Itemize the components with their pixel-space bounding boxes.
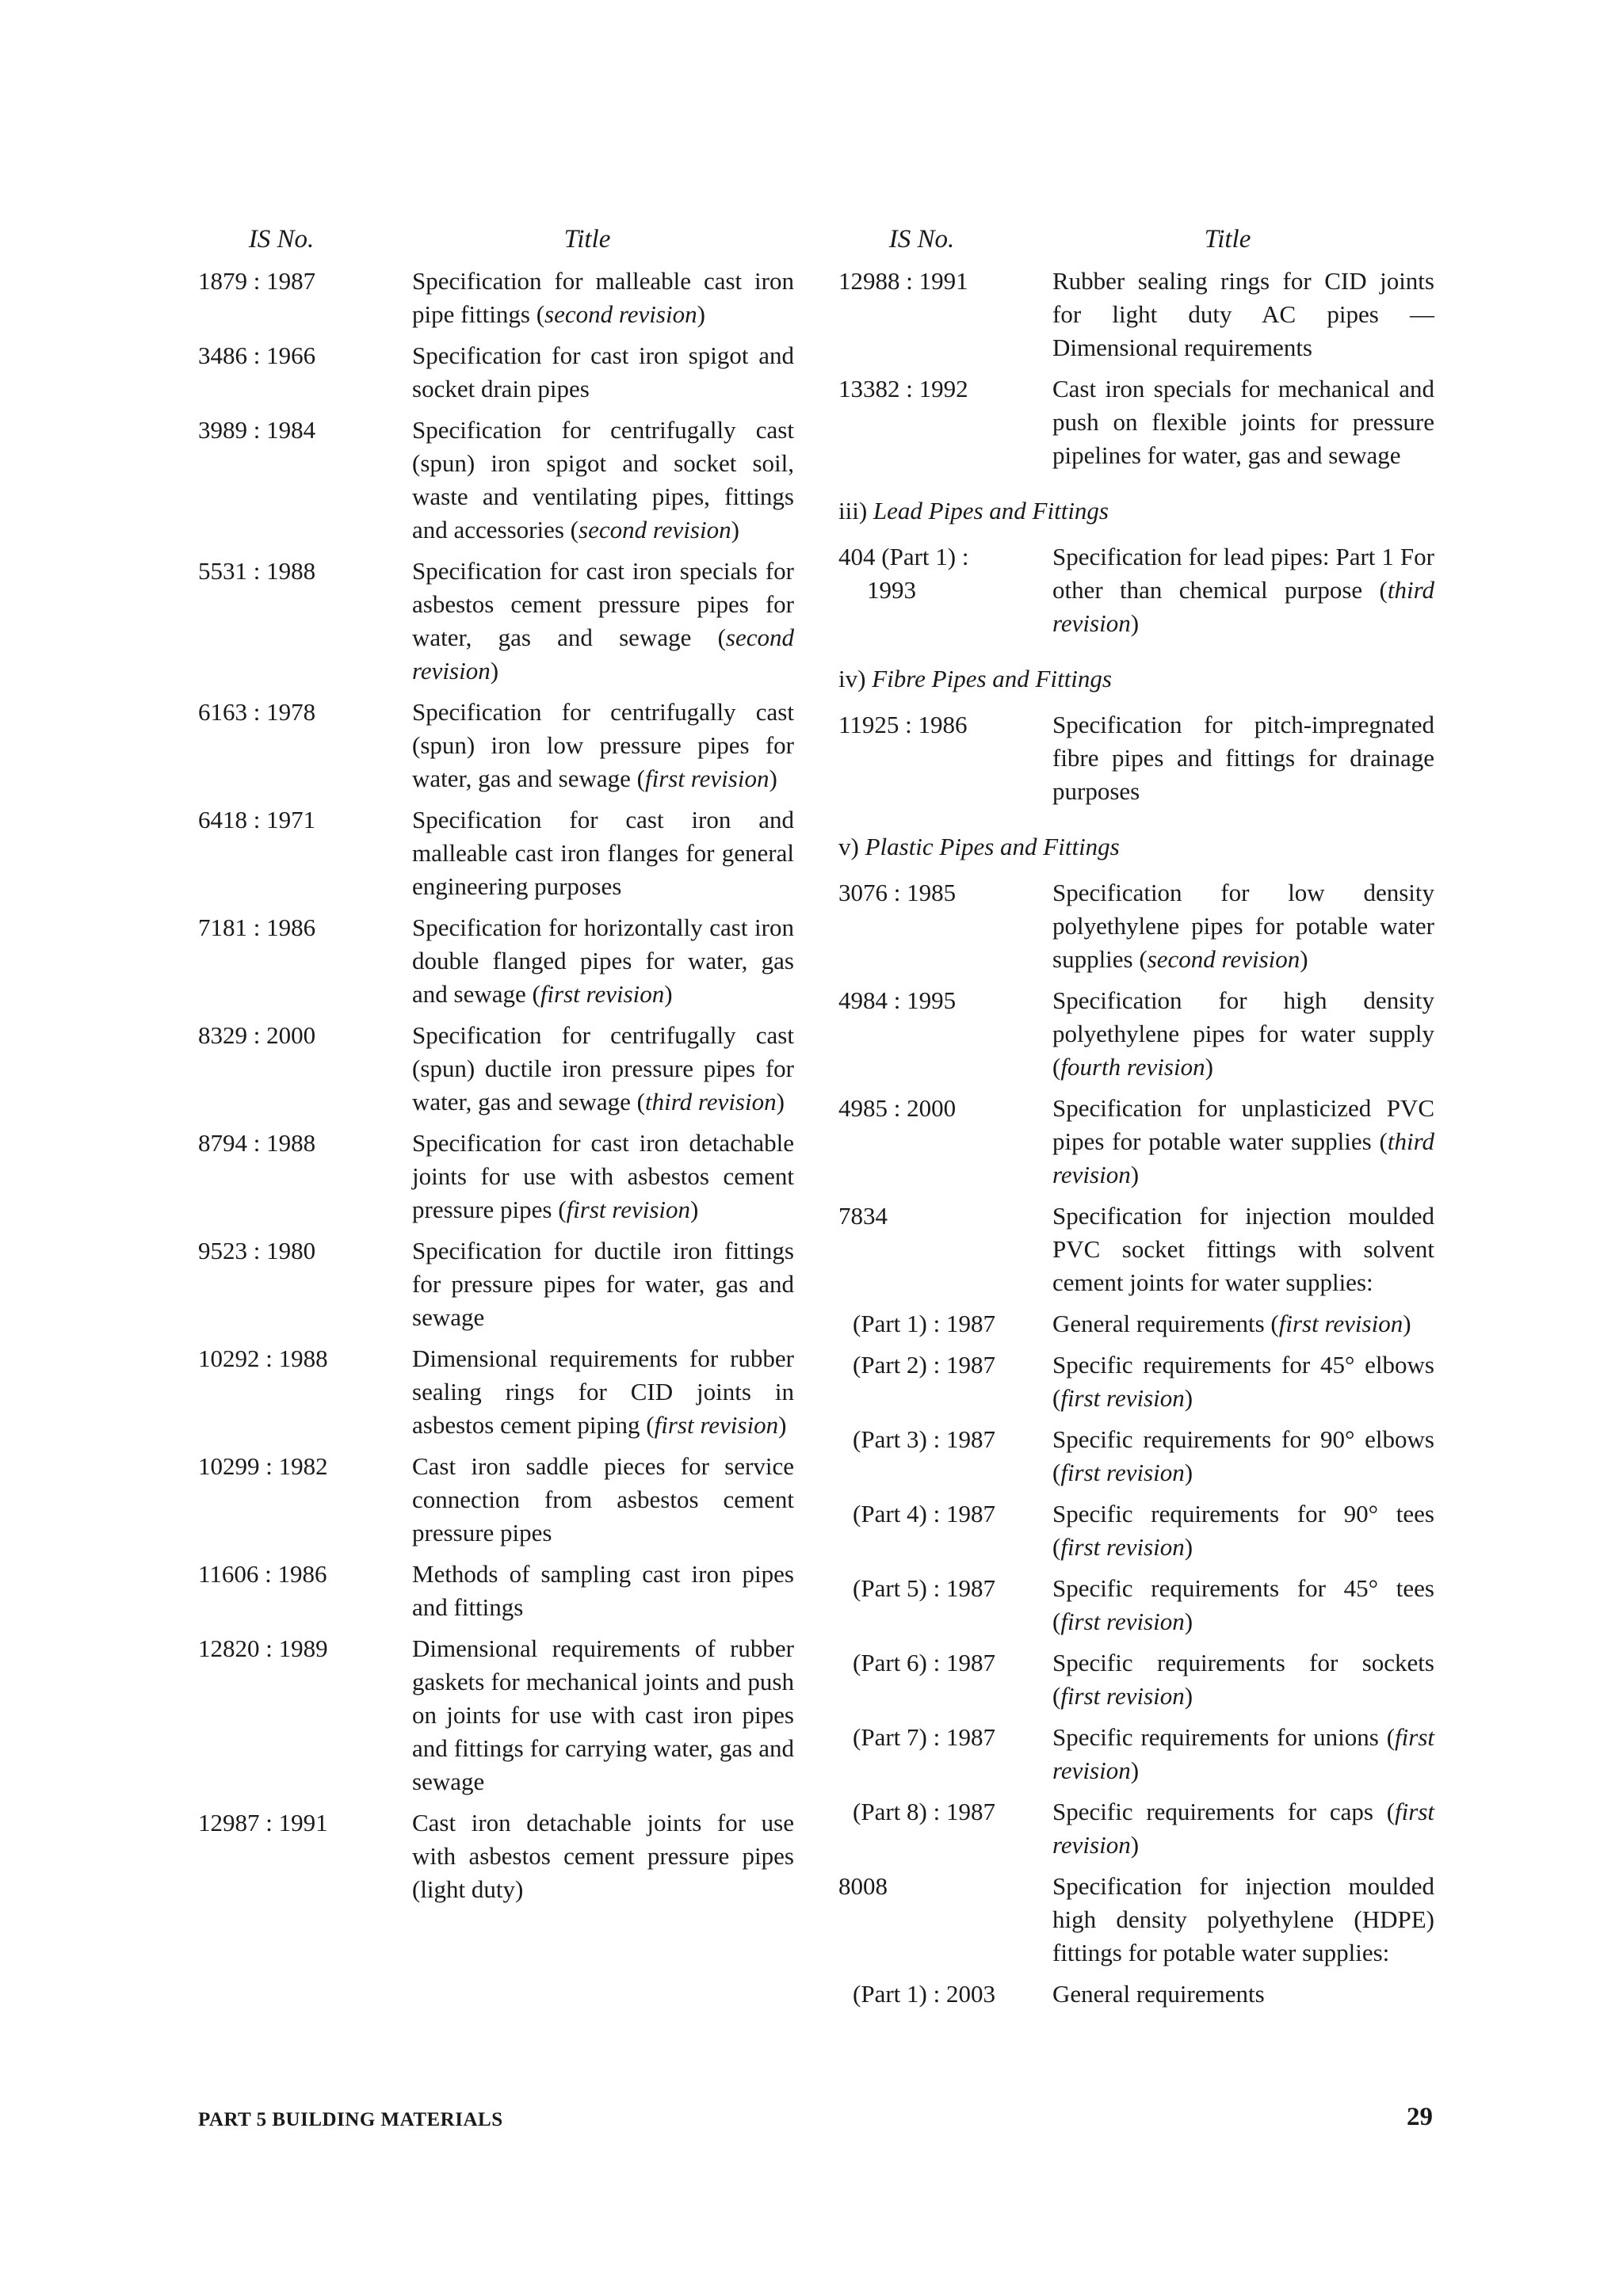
is-number-text: 3486 : 1966 <box>198 341 316 369</box>
revision-note: first revision <box>540 980 665 1008</box>
standard-title-text: Dimensional requirements of rubber gaskets for mechanical joints and push on joints for use with cast iron pipes and fittings for carrying water, gas and sewage <box>412 1634 794 1795</box>
standard-entry <box>838 1870 1434 1970</box>
revision-note: first revision <box>1060 1384 1185 1412</box>
standard-title-text: Specification for horizontally cast iron double flanged pipes for water, gas and sewage ( <box>412 913 794 1008</box>
closing-paren: ) <box>1130 609 1140 637</box>
standard-title <box>412 1450 794 1550</box>
is-number-text: 3989 : 1984 <box>198 416 316 444</box>
standard-entry <box>838 372 1434 472</box>
is-number <box>838 876 1052 976</box>
right-column <box>838 223 1434 2019</box>
is-number <box>198 339 412 406</box>
page-number: 29 <box>1407 2103 1433 2131</box>
is-number-text: (Part 8) : 1987 <box>853 1798 995 1825</box>
left-column-header <box>198 223 794 255</box>
footer-part-title: PART 5 BUILDING MATERIALS <box>198 2109 503 2130</box>
revision-note: fourth revision <box>1060 1053 1205 1081</box>
standard-entry <box>198 339 794 406</box>
closing-paren: ) <box>690 1196 699 1223</box>
standard-title-text: Specific requirements for caps ( <box>1052 1798 1396 1825</box>
standard-title <box>412 339 794 406</box>
right-entry-list-c <box>838 708 1434 808</box>
standard-title <box>1052 1870 1434 1970</box>
standard-title <box>412 1019 794 1119</box>
standard-entry <box>198 696 794 795</box>
closing-paren: ) <box>1184 1682 1193 1710</box>
is-number-text: 404 (Part 1) : <box>838 543 969 570</box>
standard-title-text: Specific requirements for 90° elbows ( <box>1052 1425 1434 1486</box>
revision-note: first revision <box>1060 1533 1185 1561</box>
is-number <box>838 1721 1052 1787</box>
standard-entry <box>838 1978 1434 2011</box>
is-number <box>198 1806 412 1906</box>
standard-entry <box>198 1342 794 1442</box>
is-number-text: 3076 : 1985 <box>838 879 957 906</box>
is-number <box>838 1423 1052 1489</box>
closing-paren: ) <box>778 1411 787 1439</box>
section-label: Fibre Pipes and Fittings <box>872 665 1112 692</box>
revision-note: first revision <box>1278 1310 1403 1337</box>
closing-paren: ) <box>490 657 499 685</box>
is-number-text: 5531 : 1988 <box>198 557 316 585</box>
is-number <box>838 265 1052 364</box>
standard-title-text: Cast iron specials for mechanical and push on flexible joints for pressure pipelines for water, gas and sewage <box>1052 375 1434 469</box>
is-number <box>838 1646 1052 1713</box>
standard-entry <box>198 414 794 547</box>
is-number <box>838 1572 1052 1638</box>
right-entry-list-b <box>838 540 1434 640</box>
closing-paren: ) <box>776 1088 785 1116</box>
is-number <box>838 984 1052 1084</box>
standard-title-text: Specification for low density polyethylene pipes for potable water supplies ( <box>1052 879 1434 973</box>
is-number <box>198 1342 412 1442</box>
revision-note: first revision <box>654 1411 779 1439</box>
closing-paren: ) <box>697 300 705 328</box>
closing-paren: ) <box>664 980 673 1008</box>
is-no-heading: IS No. <box>888 225 955 254</box>
standard-title-text: Specific requirements for sockets ( <box>1052 1649 1434 1710</box>
standard-title <box>412 1806 794 1906</box>
standard-title <box>412 1558 794 1624</box>
is-number <box>198 1019 412 1119</box>
closing-paren: ) <box>1184 1384 1193 1412</box>
standard-title-text: Specification for malleable cast iron pipe fittings ( <box>412 267 794 328</box>
standard-title <box>412 1234 794 1334</box>
is-number-text: 1879 : 1987 <box>198 267 316 295</box>
is-number <box>198 1558 412 1624</box>
standard-title-text: Cast iron detachable joints for use with asbestos cement pressure pipes (light duty) <box>412 1809 794 1903</box>
standard-title-text: Specific requirements for 45° elbows ( <box>1052 1351 1434 1412</box>
revision-note: second revision <box>544 300 697 328</box>
standard-title <box>412 911 794 1011</box>
standard-title-text: Specification for centrifugally cast (spun) iron spigot and socket soil, waste and ventilating pipes, fittings and accessories ( <box>412 416 794 543</box>
standard-entry <box>838 1307 1434 1341</box>
is-number <box>198 265 412 331</box>
standard-title-text: Specification for cast iron and malleable cast iron flanges for general engineering purposes <box>412 806 794 900</box>
is-number <box>198 803 412 903</box>
section-heading-lead-pipes <box>838 494 1434 528</box>
standard-title-text: Specific requirements for 90° tees ( <box>1052 1500 1434 1561</box>
standard-title <box>412 803 794 903</box>
standard-entry <box>838 540 1434 640</box>
is-number <box>838 1307 1052 1341</box>
is-number-text: 4984 : 1995 <box>838 986 957 1014</box>
standard-title-text: Specific requirements for unions ( <box>1052 1723 1396 1751</box>
is-number-text: 7834 <box>838 1202 888 1230</box>
standard-title-text: Specification for centrifugally cast (spun) iron low pressure pipes for water, gas and sewage ( <box>412 698 794 792</box>
standard-title-text: Cast iron saddle pieces for service connection from asbestos cement pressure pipes <box>412 1452 794 1547</box>
section-heading-plastic-pipes <box>838 830 1434 864</box>
standard-entry <box>198 911 794 1011</box>
standard-entry <box>838 876 1434 976</box>
standard-title-text: Specification for cast iron detachable joints for use with asbestos cement pressure pipes ( <box>412 1129 794 1223</box>
standard-entry <box>838 265 1434 364</box>
is-number-text: (Part 2) : 1987 <box>853 1351 995 1379</box>
revision-note: second revision <box>412 624 794 685</box>
standard-title-text: Specification for injection moulded PVC socket fittings with solvent cement joints for water supplies: <box>1052 1202 1434 1296</box>
standard-title <box>1052 1199 1434 1299</box>
revision-note: first revision <box>1060 1459 1185 1486</box>
standard-entry <box>198 1234 794 1334</box>
standard-title <box>1052 1795 1434 1862</box>
standard-title <box>1052 876 1434 976</box>
is-number-text: 11606 : 1986 <box>198 1560 327 1588</box>
standard-title <box>1052 1978 1434 2011</box>
standard-entry <box>838 1092 1434 1192</box>
is-number <box>838 1870 1052 1970</box>
is-number-text: 10292 : 1988 <box>198 1344 328 1372</box>
right-column-header <box>838 223 1434 255</box>
section-number: v) <box>838 833 859 860</box>
is-number <box>838 1497 1052 1564</box>
is-number <box>198 414 412 547</box>
standard-entry <box>838 1646 1434 1713</box>
standard-title <box>1052 1572 1434 1638</box>
is-number-text: 6163 : 1978 <box>198 698 316 726</box>
is-number-text: 12820 : 1989 <box>198 1634 328 1662</box>
is-number-text: 6418 : 1971 <box>198 806 316 833</box>
standard-entry <box>838 1721 1434 1787</box>
standard-title <box>412 1342 794 1442</box>
standard-entry <box>198 1127 794 1226</box>
title-heading: Title <box>1204 225 1251 254</box>
is-number-text: (Part 1) : 1987 <box>853 1310 995 1337</box>
standard-title-text: Specification for high density polyethylene pipes for water supply ( <box>1052 986 1434 1081</box>
standard-title <box>1052 1307 1434 1341</box>
revision-note: third revision <box>645 1088 777 1116</box>
section-label: Plastic Pipes and Fittings <box>865 833 1120 860</box>
standard-title <box>1052 708 1434 808</box>
is-number-text: 8794 : 1988 <box>198 1129 316 1157</box>
standard-entry <box>198 1806 794 1906</box>
standard-title-text: Specification for centrifugally cast (spun) ductile iron pressure pipes for water, gas and sewage ( <box>412 1021 794 1116</box>
is-number-text: (Part 6) : 1987 <box>853 1649 995 1676</box>
revision-note: second revision <box>579 516 731 543</box>
closing-paren: ) <box>1300 945 1308 973</box>
standard-title <box>1052 540 1434 640</box>
closing-paren: ) <box>1130 1161 1140 1188</box>
revision-note: first revision <box>1052 1798 1434 1859</box>
is-number-text: 12988 : 1991 <box>838 267 968 295</box>
standard-title <box>1052 1646 1434 1713</box>
closing-paren: ) <box>1130 1756 1140 1784</box>
standard-title <box>412 414 794 547</box>
is-number-text: 10299 : 1982 <box>198 1452 328 1480</box>
revision-note: third revision <box>1052 1127 1434 1188</box>
standard-title-text: Rubber sealing rings for CID joints for light duty AC pipes — Dimensional requirements <box>1052 267 1434 361</box>
standard-title-text: Specific requirements for 45° tees ( <box>1052 1574 1434 1635</box>
revision-note: first revision <box>1060 1608 1185 1635</box>
revision-note: first revision <box>1060 1682 1185 1710</box>
standard-entry <box>838 1348 1434 1415</box>
is-number-text: 4985 : 2000 <box>838 1094 957 1122</box>
standard-title <box>1052 265 1434 364</box>
is-number-text: 11925 : 1986 <box>838 711 968 738</box>
revision-note: first revision <box>645 765 769 792</box>
closing-paren: ) <box>1403 1310 1411 1337</box>
is-number-text: 12987 : 1991 <box>198 1809 328 1836</box>
section-label: Lead Pipes and Fittings <box>873 497 1109 524</box>
standard-title <box>412 555 794 688</box>
is-number <box>838 708 1052 808</box>
standard-entry <box>838 1795 1434 1862</box>
closing-paren: ) <box>1184 1459 1193 1486</box>
closing-paren: ) <box>1205 1053 1213 1081</box>
standard-title <box>412 265 794 331</box>
closing-paren: ) <box>1184 1608 1193 1635</box>
is-number <box>838 1348 1052 1415</box>
standard-entry <box>198 803 794 903</box>
is-number <box>198 1127 412 1226</box>
is-number <box>838 1978 1052 2011</box>
is-number <box>198 555 412 688</box>
is-no-heading: IS No. <box>248 225 315 254</box>
is-number <box>838 1199 1052 1299</box>
right-entry-list-a <box>838 265 1434 472</box>
section-heading-fibre-pipes <box>838 662 1434 696</box>
standard-title <box>412 1127 794 1226</box>
standard-entry <box>198 265 794 331</box>
standard-title-text: Specification for cast iron specials for asbestos cement pressure pipes for water, gas and sewage ( <box>412 557 794 651</box>
right-entry-list-d <box>838 876 1434 2011</box>
title-heading: Title <box>563 225 611 254</box>
standard-title-text: Specification for cast iron spigot and socket drain pipes <box>412 341 794 402</box>
standard-title <box>1052 1348 1434 1415</box>
standard-entry <box>838 708 1434 808</box>
standard-entry <box>838 1423 1434 1489</box>
is-number-text: 8329 : 2000 <box>198 1021 316 1049</box>
standard-entry <box>198 1558 794 1624</box>
standard-title <box>412 1632 794 1798</box>
standard-entry <box>198 555 794 688</box>
revision-note: second revision <box>1147 945 1300 973</box>
is-number-text: 8008 <box>838 1872 888 1900</box>
standard-title <box>1052 1092 1434 1192</box>
standard-title-text: General requirements <box>1052 1980 1265 2008</box>
is-number <box>838 372 1052 472</box>
is-number <box>198 911 412 1011</box>
is-number-year: 1993 <box>867 576 916 604</box>
standard-title-text: Specification for unplasticized PVC pipes for potable water supplies ( <box>1052 1094 1434 1155</box>
left-column <box>198 223 794 1914</box>
section-number: iii) <box>838 497 868 524</box>
standard-entry <box>838 984 1434 1084</box>
revision-note: first revision <box>566 1196 691 1223</box>
closing-paren: ) <box>1130 1831 1140 1859</box>
revision-note: first revision <box>1052 1723 1434 1784</box>
is-number-text: (Part 7) : 1987 <box>853 1723 995 1751</box>
standard-title <box>1052 1497 1434 1564</box>
is-number <box>198 1450 412 1550</box>
is-number <box>198 1234 412 1334</box>
is-number-text: (Part 1) : 2003 <box>853 1980 995 2008</box>
standard-entry <box>838 1497 1434 1564</box>
is-number-text: 7181 : 1986 <box>198 913 316 941</box>
standard-entry <box>838 1199 1434 1299</box>
is-number <box>198 696 412 795</box>
is-number <box>838 1092 1052 1192</box>
standard-title <box>412 696 794 795</box>
standard-title-text: Dimensional requirements for rubber sealing rings for CID joints in asbestos cement piping ( <box>412 1344 794 1439</box>
section-number: iv) <box>838 665 866 692</box>
is-number-text: 9523 : 1980 <box>198 1237 316 1264</box>
standard-title <box>1052 1721 1434 1787</box>
standard-title-text: Methods of sampling cast iron pipes and fittings <box>412 1560 794 1621</box>
is-number-text: (Part 3) : 1987 <box>853 1425 995 1453</box>
left-entry-list <box>198 265 794 1906</box>
standard-title-text: Specification for injection moulded high density polyethylene (HDPE) fittings for potable water supplies: <box>1052 1872 1434 1966</box>
standard-entry <box>198 1019 794 1119</box>
standard-title-text: Specification for lead pipes: Part 1 For other than chemical purpose ( <box>1052 543 1434 604</box>
standard-title <box>1052 372 1434 472</box>
standard-entry <box>198 1450 794 1550</box>
closing-paren: ) <box>769 765 777 792</box>
is-number-text: (Part 4) : 1987 <box>853 1500 995 1527</box>
is-number-text: 13382 : 1992 <box>838 375 968 402</box>
is-number <box>838 540 1052 640</box>
standard-title-text: Specification for pitch-impregnated fibre pipes and fittings for drainage purposes <box>1052 711 1434 805</box>
standard-title <box>1052 984 1434 1084</box>
standard-entry <box>838 1572 1434 1638</box>
is-number-text: (Part 5) : 1987 <box>853 1574 995 1602</box>
closing-paren: ) <box>731 516 739 543</box>
is-number <box>838 1795 1052 1862</box>
standard-title-text: Specification for ductile iron fittings for pressure pipes for water, gas and sewage <box>412 1237 794 1331</box>
standard-title <box>1052 1423 1434 1489</box>
closing-paren: ) <box>1184 1533 1193 1561</box>
standard-entry <box>198 1632 794 1798</box>
is-number <box>198 1632 412 1798</box>
revision-note: third revision <box>1052 576 1434 637</box>
standard-title-text: General requirements ( <box>1052 1310 1279 1337</box>
